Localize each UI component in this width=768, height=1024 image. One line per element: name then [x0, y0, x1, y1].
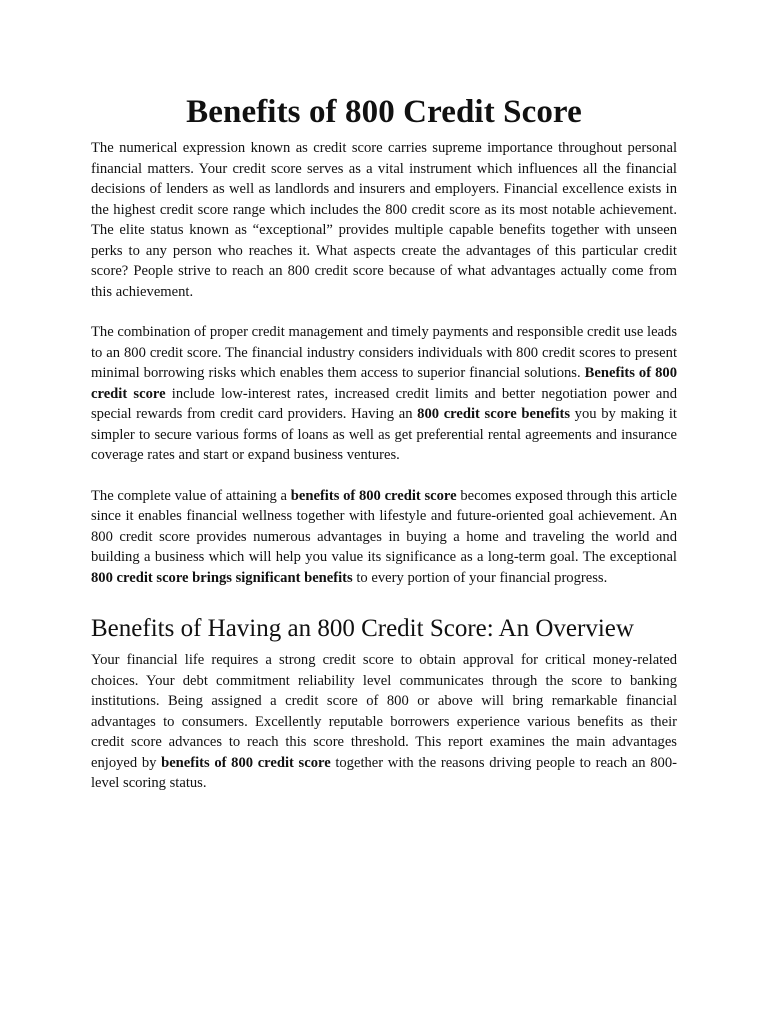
- intro-paragraph-1: [91, 138, 677, 302]
- intro-paragraph-2: [91, 322, 677, 466]
- text-run: include low-interest rates, increased credit limits and better negotiation power and special rewards from credit card providers. Having an: [91, 385, 677, 422]
- text-run: together with the reasons driving people to reach an 800-level scoring status.: [91, 754, 677, 791]
- intro-paragraph-3: [91, 486, 677, 589]
- text-run: The numerical expression known as credit score carries supreme importance throughout personal financial matters. Your credit score serves as a vital instrument which influences all the financial decisions of lenders as well as landlords and insurers and employers. Financial excellence exists in the highest credit score range which includes the 800 credit score as its most notable achievement. The elite status known as “exceptional” provides multiple capable benefits together with unseen perks to any person who reaches it. What aspects create the advantages of this particular credit score? People strive to reach an 800 credit score because of what advantages actually come from this achievement.: [91, 140, 677, 300]
- bold-keyphrase: 800 credit score brings significant benefits: [91, 569, 353, 586]
- text-run: to every portion of your financial progress.: [352, 569, 608, 586]
- bold-keyphrase: 800 credit score benefits: [417, 406, 570, 422]
- document-title: Benefits of 800 Credit Score: [186, 94, 582, 130]
- text-run: becomes exposed through this article since it enables financial wellness together with lifestyle and future-oriented goal achievement. An 800 credit score provides numerous advantages in buying a home and traveling the world and building a business which will help you value its significance as a long-term goal. The exceptional: [91, 487, 677, 565]
- text-run: Your financial life requires a strong credit score to obtain approval for critical money-related choices. Your debt commitment reliability level communicates through the score to banking institutions. Being assigned a credit score of 800 or above will bring remarkable financial advantages to consumers. Excellently reputable borrowers experience various benefits as their credit score advances to reach this score threshold. This report examines the main advantages enjoyed by: [91, 652, 677, 771]
- bold-keyphrase: Benefits of 800 credit score: [91, 365, 677, 402]
- bold-keyphrase: benefits of 800 credit score: [161, 754, 331, 771]
- bold-keyphrase: benefits of 800 credit score: [290, 487, 457, 504]
- document-body: [91, 92, 677, 814]
- text-run: The combination of proper credit management and timely payments and responsible credit use leads to an 800 credit score. The financial industry considers individuals with 800 credit scores to present minimal borrowing risks which enables them access to superior financial solutions.: [91, 324, 677, 381]
- text-run: The complete value of attaining a: [91, 487, 291, 504]
- section-heading: Benefits of Having an 800 Credit Score: An Overview: [91, 615, 634, 642]
- text-run: you by making it simpler to secure various forms of loans as well as get preferential rental agreements and insurance coverage rates and start or expand business ventures.: [91, 406, 677, 463]
- section-paragraph-1: [91, 650, 677, 794]
